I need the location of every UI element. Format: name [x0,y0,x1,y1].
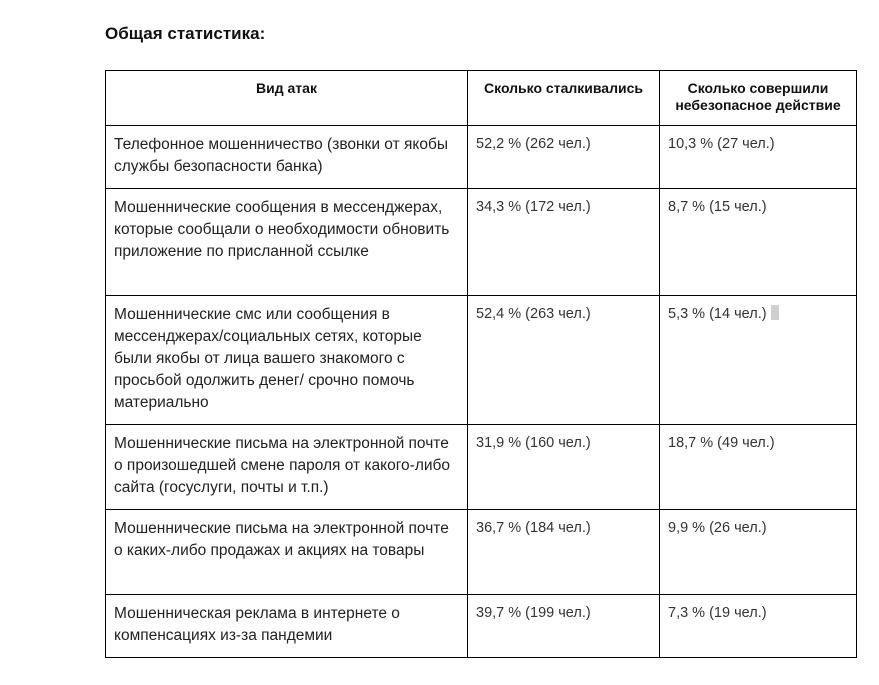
header-acted-unsafely: Сколько совершили небезопасное действие [660,71,857,126]
attack-type-cell: Мошенническая реклама в интернете о компенсациях из-за пандемии [106,595,468,658]
encountered-cell: 36,7 % (184 чел.) [468,510,660,595]
attack-type-cell: Мошеннические письма на электронной почте о произошедшей смене пароля от какого-либо сайта (госуслуги, почты и т.п.) [106,425,468,510]
table-row [106,595,857,658]
table-header [106,71,857,126]
table-row [106,189,857,296]
acted-unsafely-cell: 9,9 % (26 чел.) [660,510,857,595]
acted-unsafely-value: 5,3 % (14 чел.) [668,306,767,322]
attack-type-cell: Мошеннические сообщения в мессенджерах, которые сообщали о необходимости обновить приложение по присланной ссылке [106,189,468,296]
header-encountered: Сколько сталкивались [468,71,660,126]
statistics-table [105,70,857,658]
table-body [106,126,857,658]
encountered-cell: 31,9 % (160 чел.) [468,425,660,510]
attack-type-cell: Мошеннические смс или сообщения в мессенджерах/социальных сетях, которые были якобы от лица вашего знакомого с просьбой одолжить денег/ срочно помочь материально [106,296,468,425]
encountered-cell: 52,2 % (262 чел.) [468,126,660,189]
acted-unsafely-cell: 18,7 % (49 чел.) [660,425,857,510]
encountered-cell: 34,3 % (172 чел.) [468,189,660,296]
acted-unsafely-cell: 7,3 % (19 чел.) [660,595,857,658]
attack-type-cell: Телефонное мошенничество (звонки от якобы службы безопасности банка) [106,126,468,189]
table-row [106,425,857,510]
encountered-cell: 39,7 % (199 чел.) [468,595,660,658]
table-row [106,510,857,595]
table-row [106,296,857,425]
encountered-cell: 52,4 % (263 чел.) [468,296,660,425]
attack-type-cell: Мошеннические письма на электронной почте о каких-либо продажах и акциях на товары [106,510,468,595]
text-cursor-highlight [771,305,779,320]
table-row [106,126,857,189]
page-title: Общая статистика: [105,24,266,43]
table-header-row [106,71,857,126]
acted-unsafely-cell [660,296,857,425]
header-attack-type: Вид атак [106,71,468,126]
acted-unsafely-cell: 10,3 % (27 чел.) [660,126,857,189]
acted-unsafely-cell: 8,7 % (15 чел.) [660,189,857,296]
